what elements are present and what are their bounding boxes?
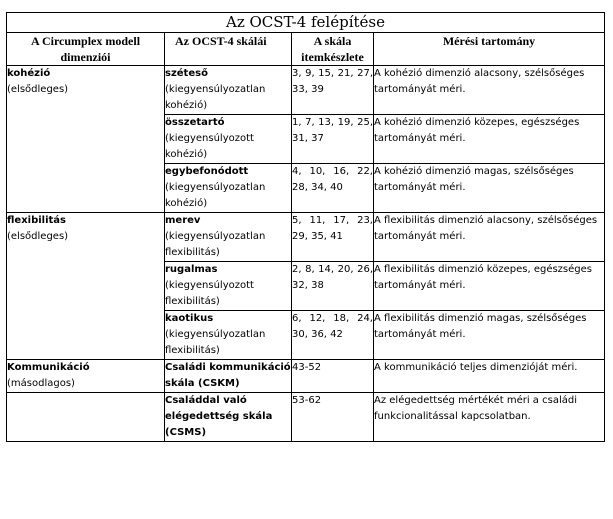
scale-cell	[165, 262, 292, 311]
scale-name: összetartó	[165, 117, 225, 128]
dimension-name: flexibilitás	[7, 215, 66, 226]
items-cell: 4, 10, 16, 22, 28, 34, 40	[292, 164, 374, 213]
items-cell: 43-52	[292, 360, 374, 393]
dimension-sub: (elsődleges)	[7, 231, 69, 242]
items-cell: 3, 9, 15, 21, 27, 33, 39	[292, 66, 374, 115]
scale-sub: (kiegyensúlyozott kohézió)	[165, 133, 254, 160]
items-cell: 2, 8, 14, 20, 26, 32, 38	[292, 262, 374, 311]
scale-name: kaotikus	[165, 313, 214, 324]
scale-cell	[165, 311, 292, 360]
header-scale: Az OCST-4 skálái	[165, 33, 292, 66]
dimension-cell	[7, 213, 165, 360]
items-cell: 6, 12, 18, 24, 30, 36, 42	[292, 311, 374, 360]
scale-name: merev	[165, 215, 201, 226]
scale-cell	[165, 213, 292, 262]
range-cell: A flexibilitás dimenzió alacsony, szélsőséges tartományát méri.	[374, 213, 605, 262]
items-cell: 53-62	[292, 393, 374, 442]
scale-cell	[165, 393, 292, 442]
range-cell: A kommunikáció teljes dimenzióját méri.	[374, 360, 605, 393]
dimension-sub: (másodlagos)	[7, 378, 75, 389]
dimension-cell	[7, 360, 165, 393]
table-title: Az OCST-4 felépítése	[7, 13, 605, 33]
scale-name: széteső	[165, 68, 208, 79]
table-row	[7, 66, 605, 115]
range-cell: A flexibilitás dimenzió közepes, egészséges tartományát méri.	[374, 262, 605, 311]
table-row	[7, 360, 605, 393]
scale-name: rugalmas	[165, 264, 218, 275]
dimension-cell	[7, 393, 165, 442]
dimension-name: kohézió	[7, 68, 51, 79]
scale-name: Családdal való elégedettség skála (CSMS)	[165, 395, 273, 438]
scale-name: Családi kommunikáció skála (CSKM)	[165, 362, 291, 389]
scale-sub: (kiegyensúlyozatlan kohézió)	[165, 84, 266, 111]
range-cell: Az elégedettség mértékét méri a családi funkcionalitással kapcsolatban.	[374, 393, 605, 442]
range-cell: A kohézió dimenzió közepes, egészséges tartományát méri.	[374, 115, 605, 164]
scale-sub: (kiegyensúlyozott flexibilitás)	[165, 280, 254, 307]
scale-sub: (kiegyensúlyozatlan flexibilitás)	[165, 329, 266, 356]
range-cell: A kohézió dimenzió alacsony, szélsőséges tartományát méri.	[374, 66, 605, 115]
scale-sub: (kiegyensúlyozatlan flexibilitás)	[165, 231, 266, 258]
scale-cell	[165, 115, 292, 164]
scale-cell	[165, 360, 292, 393]
items-cell: 5, 11, 17, 23, 29, 35, 41	[292, 213, 374, 262]
dimension-sub: (elsődleges)	[7, 84, 69, 95]
scale-cell	[165, 164, 292, 213]
header-range: Mérési tartomány	[374, 33, 605, 66]
scale-name: egybefonódott	[165, 166, 249, 177]
range-cell: A kohézió dimenzió magas, szélsőséges tartományát méri.	[374, 164, 605, 213]
dimension-name: Kommunikáció	[7, 362, 90, 373]
items-cell: 1, 7, 13, 19, 25, 31, 37	[292, 115, 374, 164]
dimension-cell	[7, 66, 165, 213]
table-row	[7, 393, 605, 442]
ocst4-structure-table	[6, 12, 605, 442]
scale-sub: (kiegyensúlyozatlan kohézió)	[165, 182, 266, 209]
range-cell: A flexibilitás dimenzió magas, szélsőséges tartományát méri.	[374, 311, 605, 360]
scale-cell	[165, 66, 292, 115]
table-row	[7, 213, 605, 262]
header-dimension: A Circumplex modell dimenziói	[7, 33, 165, 66]
header-items: A skála itemkészlete	[292, 33, 374, 66]
